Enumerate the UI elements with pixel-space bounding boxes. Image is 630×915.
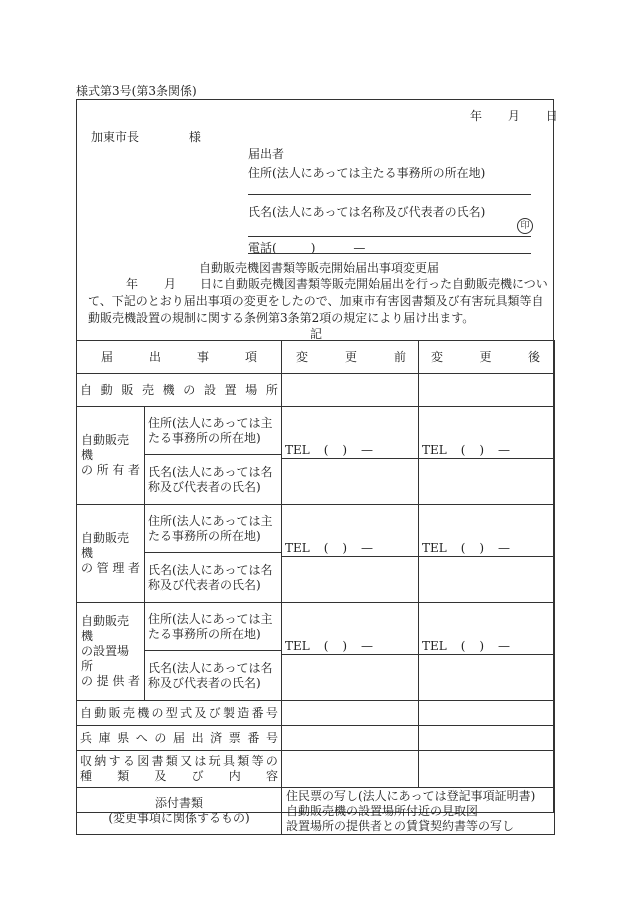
tel-top-gap xyxy=(285,603,415,639)
tel-open: ( xyxy=(460,541,466,555)
label-char: 提 xyxy=(96,674,109,688)
tel-top-gap xyxy=(422,407,551,443)
label-char: 変 xyxy=(296,349,309,364)
tel-open: ( xyxy=(460,443,466,457)
phone-dash: — xyxy=(353,241,366,255)
label-char: す xyxy=(108,754,121,768)
spaced-label xyxy=(81,674,140,689)
owner-line1: 自動販売機 xyxy=(81,433,130,462)
row-manager-address xyxy=(77,505,555,553)
row-attachments xyxy=(77,788,555,835)
label-manager xyxy=(77,505,145,603)
header-row xyxy=(77,341,555,374)
attach-item: 住民票の写し(法人にあっては登記事項証明書) xyxy=(286,788,536,803)
body-line1-rest: 日に自動販売機図書類等販売開始届出を行った自動販売機につい xyxy=(200,277,548,291)
label-char: へ xyxy=(135,730,148,745)
tel-close: ) xyxy=(479,541,485,555)
label-char: 番 xyxy=(247,730,260,745)
tel-label: TEL xyxy=(422,639,447,653)
label-char: 者 xyxy=(127,674,140,688)
label-char: の xyxy=(81,561,94,575)
attach-item: 自動販売機の設置場所付近の見取図 xyxy=(286,803,479,818)
label-char: の xyxy=(151,705,164,720)
tel-divider xyxy=(282,556,418,602)
label-char: 者 xyxy=(127,463,140,477)
label-char: 設 xyxy=(203,382,216,397)
label-char: 番 xyxy=(251,705,264,720)
tel-top-gap xyxy=(422,603,551,639)
label-char: 管 xyxy=(96,561,109,575)
tel-field xyxy=(285,639,373,654)
spaced-label xyxy=(80,383,278,398)
row-model-number xyxy=(77,701,555,726)
label-char: 届 xyxy=(172,730,185,745)
tel-label: TEL xyxy=(285,639,310,653)
label-provider xyxy=(77,603,145,701)
tel-divider xyxy=(282,458,418,504)
row-owner-address xyxy=(77,407,555,455)
label-char: 売 xyxy=(122,705,135,720)
label-char: 販 xyxy=(121,382,134,397)
phone-underline xyxy=(248,253,531,254)
label-char: 出 xyxy=(191,730,204,745)
tel-dash: — xyxy=(360,639,373,653)
label-char: 自 xyxy=(80,705,93,720)
tel-top-gap xyxy=(285,505,415,541)
tel-top-gap xyxy=(285,407,415,443)
label-char: 庫 xyxy=(98,730,111,745)
label-char: 納 xyxy=(94,754,107,768)
label-char: 号 xyxy=(265,730,278,745)
manager-line1: 自動販売機 xyxy=(81,531,130,560)
attach-item: 設置場所の提供者との賃貸契約書等の写し xyxy=(286,818,515,833)
tel-dash: — xyxy=(497,639,510,653)
owner-after-cell[interactable] xyxy=(419,407,555,505)
addressee-name: 加東市長 xyxy=(91,130,140,144)
label-char: 図 xyxy=(137,754,150,768)
row-contents xyxy=(77,751,555,788)
spaced-label xyxy=(81,561,140,576)
label-char: 等 xyxy=(251,754,264,768)
label-char: 具 xyxy=(222,754,235,768)
label-char: 後 xyxy=(527,349,540,364)
tel-field xyxy=(422,541,510,556)
tel-field xyxy=(422,443,510,458)
label-char: 者 xyxy=(127,561,140,575)
tel-close: ) xyxy=(342,443,348,457)
contents-after-cell[interactable] xyxy=(419,751,555,788)
tel-field xyxy=(285,443,373,458)
header-before xyxy=(282,341,419,374)
label-char: 場 xyxy=(245,382,258,397)
manager-before-cell[interactable] xyxy=(282,505,419,603)
label-char: の xyxy=(81,674,94,688)
tel-close: ) xyxy=(342,541,348,555)
label-char: 機 xyxy=(137,705,150,720)
label-char: る xyxy=(122,754,135,768)
tel-close: ) xyxy=(479,639,485,653)
pref-after-cell[interactable] xyxy=(419,726,555,751)
tel-open: ( xyxy=(323,639,329,653)
label-char: 又 xyxy=(180,754,193,768)
label-char: 所 xyxy=(265,382,278,397)
label-char: 県 xyxy=(117,730,130,745)
manager-after-cell[interactable] xyxy=(419,505,555,603)
contents-before-cell[interactable] xyxy=(282,751,419,788)
spaced-label xyxy=(431,350,540,365)
label-char: 供 xyxy=(112,674,125,688)
phone-label: 電話( xyxy=(248,241,277,255)
addressee-honorific: 様 xyxy=(188,130,201,144)
provider-address-label: 住所(法人にあっては主たる事務所の所在地) xyxy=(145,603,282,651)
label-char: の xyxy=(183,382,196,397)
label-char: 類 xyxy=(165,754,178,768)
date-day: 日 xyxy=(545,109,558,123)
spaced-label xyxy=(80,731,278,746)
spaced-label xyxy=(81,463,140,478)
tel-dash: — xyxy=(497,541,510,555)
tel-dash: — xyxy=(360,541,373,555)
manager-name-label: 氏名(法人にあっては名称及び代表者の氏名) xyxy=(145,553,282,603)
seal-mark: 印 xyxy=(517,218,533,234)
form-title: 自動販売機図書類等販売開始届出事項変更届 xyxy=(199,261,440,275)
body-line-3: 動販売機設置の規制に関する条例第3条第2項の規定により届け出ます。 xyxy=(88,311,475,325)
label-char: の xyxy=(154,730,167,745)
label-char: 置 xyxy=(224,382,237,397)
provider-after-cell[interactable] xyxy=(419,603,555,701)
tel-divider xyxy=(419,654,554,700)
label-char: 兵 xyxy=(80,730,93,745)
label-char: 造 xyxy=(237,705,250,720)
label-install-location xyxy=(77,374,282,407)
date-month: 月 xyxy=(507,109,520,123)
tel-field xyxy=(422,639,510,654)
spaced-label xyxy=(101,350,257,365)
label-char: 類 xyxy=(117,769,130,783)
label-char: 及 xyxy=(154,769,167,783)
label-char: 所 xyxy=(96,463,109,477)
addressee xyxy=(91,128,201,145)
install-before-cell[interactable] xyxy=(282,374,419,407)
provider-line1: 自動販売機 xyxy=(81,614,130,643)
label-char: 動 xyxy=(94,705,107,720)
label-char: 票 xyxy=(228,730,241,745)
tel-top-gap xyxy=(422,505,551,541)
header-item xyxy=(77,341,282,374)
date-line xyxy=(470,107,558,124)
label-char: 出 xyxy=(148,349,161,364)
tel-close: ) xyxy=(342,639,348,653)
label-pref-number xyxy=(77,726,282,751)
label-char: 届 xyxy=(101,349,114,364)
label-char: 製 xyxy=(222,705,235,720)
provider-before-cell[interactable] xyxy=(282,603,419,701)
tel-divider xyxy=(419,556,554,602)
name-underline xyxy=(248,236,531,237)
pref-before-cell[interactable] xyxy=(282,726,419,751)
label-char: 及 xyxy=(194,705,207,720)
row-pref-number xyxy=(77,726,555,751)
spaced-label xyxy=(80,754,278,769)
tel-field xyxy=(285,541,373,556)
applicant-address-label: 住所(法人にあっては主たる事務所の所在地) xyxy=(248,166,486,180)
label-char: 更 xyxy=(344,349,357,364)
label-char: 型 xyxy=(165,705,178,720)
label-char: び xyxy=(208,705,221,720)
label-char: 事 xyxy=(196,349,209,364)
label-char: 販 xyxy=(108,705,121,720)
label-char: は xyxy=(194,754,207,768)
label-char: 更 xyxy=(479,349,492,364)
owner-address-label: 住所(法人にあっては主たる事務所の所在地) xyxy=(145,407,282,455)
label-char: 式 xyxy=(180,705,193,720)
label-char: 書 xyxy=(151,754,164,768)
manager-address-label: 住所(法人にあっては主たる事務所の所在地) xyxy=(145,505,282,553)
provider-name-label: 氏名(法人にあっては名称及び代表者の氏名) xyxy=(145,651,282,701)
tel-divider xyxy=(282,654,418,700)
tel-label: TEL xyxy=(422,541,447,555)
spaced-label xyxy=(296,350,406,365)
tel-open: ( xyxy=(323,541,329,555)
form-number: 様式第3号(第3条関係) xyxy=(76,84,197,98)
label-char: 種 xyxy=(80,769,93,783)
row-provider-address xyxy=(77,603,555,651)
body-month: 月 xyxy=(164,277,177,291)
tel-open: ( xyxy=(323,443,329,457)
label-attachments xyxy=(77,788,282,835)
phone-paren-close: ) xyxy=(310,241,316,255)
items-table xyxy=(76,340,555,835)
attach-label-1: 添付書類 xyxy=(154,796,203,810)
applicant-heading: 届出者 xyxy=(248,147,285,161)
header-after xyxy=(419,341,555,374)
tel-label: TEL xyxy=(285,541,310,555)
tel-dash: — xyxy=(360,443,373,457)
label-char: 有 xyxy=(112,463,125,477)
label-char: 自 xyxy=(80,382,93,397)
label-char: 理 xyxy=(112,561,125,575)
owner-name-label: 氏名(法人にあっては名称及び代表者の氏名) xyxy=(145,455,282,505)
owner-before-cell[interactable] xyxy=(282,407,419,505)
label-char: 類 xyxy=(237,754,250,768)
body-line-2: て、下記のとおり届出事項の変更をしたので、加東市有害図書類及び有害玩具類等自 xyxy=(88,294,544,308)
body-line-1 xyxy=(126,275,548,292)
ki-label: 記 xyxy=(310,327,323,341)
attach-label-2: (変更事項に関係するもの) xyxy=(108,811,250,825)
model-before-cell[interactable] xyxy=(282,701,419,726)
label-contents xyxy=(77,751,282,788)
label-char: 変 xyxy=(431,349,444,364)
tel-open: ( xyxy=(460,639,466,653)
install-after-cell[interactable] xyxy=(419,374,555,407)
label-char: 容 xyxy=(265,769,278,783)
body-year: 年 xyxy=(126,277,139,291)
label-char: 収 xyxy=(80,754,93,768)
tel-dash: — xyxy=(497,443,510,457)
label-char: 売 xyxy=(141,382,154,397)
provider-line2: の設置場所 xyxy=(81,644,130,673)
label-char: 玩 xyxy=(208,754,221,768)
label-owner xyxy=(77,407,145,505)
label-char: の xyxy=(265,754,278,768)
address-underline xyxy=(248,194,531,195)
label-model-number xyxy=(77,701,282,726)
applicant-name-label: 氏名(法人にあっては名称及び代表者の氏名) xyxy=(248,205,486,219)
label-char: 号 xyxy=(265,705,278,720)
tel-label: TEL xyxy=(422,443,447,457)
label-char: 項 xyxy=(244,349,257,364)
spaced-label xyxy=(80,769,278,784)
tel-label: TEL xyxy=(285,443,310,457)
label-char: 前 xyxy=(393,349,406,364)
label-char: 機 xyxy=(162,382,175,397)
label-char: 動 xyxy=(100,382,113,397)
spaced-label xyxy=(80,706,278,721)
tel-close: ) xyxy=(479,443,485,457)
label-char: の xyxy=(81,463,94,477)
label-char: 内 xyxy=(228,769,241,783)
label-char: 済 xyxy=(210,730,223,745)
model-after-cell[interactable] xyxy=(419,701,555,726)
row-install-location xyxy=(77,374,555,407)
attachments-list xyxy=(282,788,555,835)
date-year: 年 xyxy=(470,109,483,123)
tel-divider xyxy=(419,458,554,504)
label-char: び xyxy=(191,769,204,783)
